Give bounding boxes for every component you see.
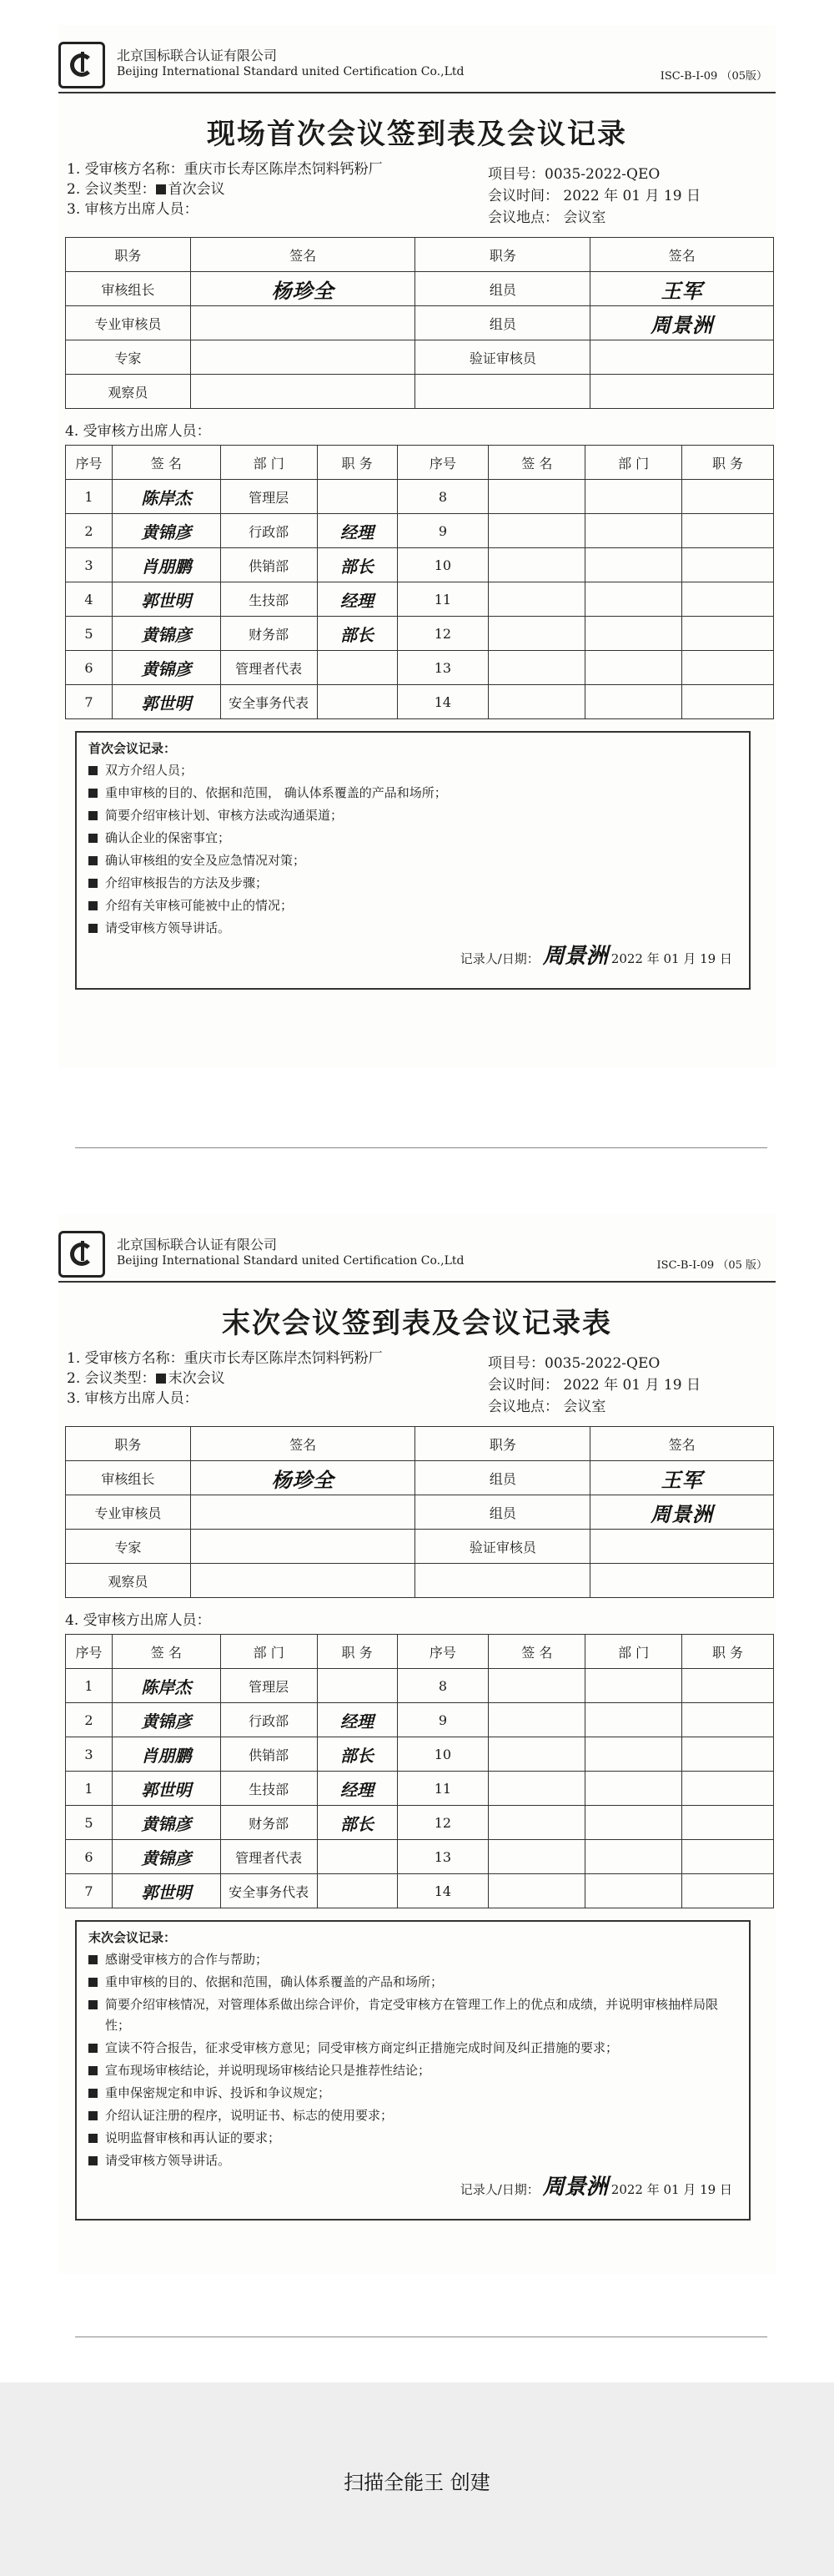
- list-item: 请受审核方领导讲话。: [88, 2150, 737, 2171]
- header-cell: 签名: [190, 238, 415, 272]
- signature-cell: [489, 548, 585, 582]
- list-item: 宣读不符合报告，征求受审核方意见；同受审核方商定纠正措施完成时间及纠正措施的要求；: [88, 2038, 737, 2059]
- auditee-table: [65, 445, 774, 719]
- org-name: 重庆市长寿区陈岸杰饲料钙粉厂: [183, 161, 383, 178]
- position-cell: 经理: [317, 582, 397, 617]
- seq-cell: 14: [397, 685, 489, 719]
- signature-cell: [190, 1530, 415, 1564]
- signature-cell: 黄锦彦: [112, 651, 220, 685]
- signature-cell: 郭世明: [112, 582, 220, 617]
- position-cell: [682, 514, 774, 548]
- position-cell: [682, 1737, 774, 1772]
- header-cell: 职务: [415, 238, 590, 272]
- signature-cell: [489, 1772, 585, 1806]
- department-cell: 财务部: [220, 1806, 317, 1840]
- meeting-notes-box: [75, 1920, 751, 2221]
- seq-cell: 11: [397, 1772, 489, 1806]
- role-cell: 专业审核员: [66, 1495, 191, 1530]
- form-number: ISC-B-I-09 （05版）: [660, 70, 767, 83]
- role-cell: 组员: [415, 272, 590, 306]
- signature-cell: 郭世明: [112, 1772, 220, 1806]
- meeting-notes-box: [75, 731, 751, 990]
- seq-cell: 6: [66, 651, 113, 685]
- list-item: 介绍有关审核可能被中止的情况；: [88, 895, 737, 916]
- auditee-label: 4. 受审核方出席人员：: [65, 423, 211, 440]
- list-item: 简要介绍审核情况，对管理体系做出综合评价，肯定受审核方在管理工作上的优点和成绩，并说明审核抽样局限性；: [88, 1994, 737, 2036]
- position-cell: [682, 582, 774, 617]
- project-no: 项目号：0035-2022-QEO: [488, 1355, 661, 1372]
- org-name: 重庆市长寿区陈岸杰饲料钙粉厂: [183, 1350, 383, 1367]
- list-item: 介绍认证注册的程序，说明证书、标志的使用要求；: [88, 2105, 737, 2126]
- checkbox-checked-icon: [156, 1374, 166, 1384]
- auditee-table-body: [66, 480, 774, 719]
- department-cell: 管理层: [220, 480, 317, 514]
- page-header: [58, 25, 776, 104]
- department-cell: 管理者代表: [220, 651, 317, 685]
- seq-cell: 8: [397, 480, 489, 514]
- list-item: 简要介绍审核计划、审核方法或沟通渠道；: [88, 805, 737, 826]
- signature-cell: [489, 617, 585, 651]
- signature-cell: [489, 1703, 585, 1737]
- company-name-cn: 北京国标联合认证有限公司: [117, 1237, 278, 1253]
- form-number: ISC-B-I-09 （05 版）: [656, 1259, 767, 1272]
- table-row: [66, 1669, 774, 1703]
- role-cell: 专家: [66, 1530, 191, 1564]
- signature-cell: [489, 582, 585, 617]
- page-title: 末次会议签到表及会议记录表: [222, 1307, 612, 1340]
- position-cell: 部长: [317, 1806, 397, 1840]
- signature-cell: [489, 1840, 585, 1874]
- auditee-table-body: [66, 1669, 774, 1908]
- notes-title: 末次会议记录：: [88, 1930, 177, 1945]
- table-row: [66, 548, 774, 582]
- department-cell: [585, 1703, 682, 1737]
- signature-cell: 黄锦彦: [112, 514, 220, 548]
- type-label: 2. 会议类型：: [67, 181, 156, 198]
- meeting-place: 会议地点： 会议室: [488, 209, 606, 226]
- signature-cell: [190, 375, 415, 409]
- seq-cell: 9: [397, 1703, 489, 1737]
- list-item: 重申审核的目的、依据和范围，确认体系覆盖的产品和场所；: [88, 1972, 737, 1993]
- department-cell: 行政部: [220, 514, 317, 548]
- seq-cell: 1: [66, 1772, 113, 1806]
- company-name-en: Beijing International Standard united Certification Co.,Ltd: [117, 65, 465, 78]
- position-cell: [317, 685, 397, 719]
- position-cell: 部长: [317, 548, 397, 582]
- signature-cell: [590, 375, 774, 409]
- org-label: 1. 受审核方名称：: [67, 161, 184, 178]
- header-cell: 职务: [415, 1427, 590, 1461]
- header-cell: 职 务: [682, 446, 774, 480]
- position-cell: [682, 617, 774, 651]
- signature-cell: 黄锦彦: [112, 617, 220, 651]
- header-cell: 部 门: [585, 1635, 682, 1669]
- seq-cell: 5: [66, 617, 113, 651]
- signature-cell: 王军: [590, 272, 774, 306]
- signature-cell: 王军: [590, 1461, 774, 1495]
- header-cell: 职 务: [682, 1635, 774, 1669]
- signature-cell: 黄锦彦: [112, 1840, 220, 1874]
- seq-cell: 2: [66, 514, 113, 548]
- meeting-info: [58, 157, 776, 237]
- notes-list: [88, 760, 737, 939]
- auditor-table: [65, 237, 774, 409]
- list-item: 宣布现场审核结论，并说明现场审核结论只是推荐性结论；: [88, 2060, 737, 2081]
- department-cell: [585, 480, 682, 514]
- department-cell: [585, 1772, 682, 1806]
- role-cell: 组员: [415, 1495, 590, 1530]
- signature-cell: [489, 514, 585, 548]
- department-cell: 行政部: [220, 1703, 317, 1737]
- department-cell: [585, 1806, 682, 1840]
- table-row: [66, 514, 774, 548]
- page-title: 现场首次会议签到表及会议记录: [207, 118, 627, 151]
- table-row: [66, 582, 774, 617]
- header-cell: 签 名: [489, 1635, 585, 1669]
- signature-cell: 周景洲: [590, 306, 774, 340]
- seq-cell: 8: [397, 1669, 489, 1703]
- role-cell: 组员: [415, 1461, 590, 1495]
- department-cell: 生技部: [220, 582, 317, 617]
- position-cell: [682, 685, 774, 719]
- position-cell: 部长: [317, 617, 397, 651]
- seq-cell: 1: [66, 1669, 113, 1703]
- signature-cell: [489, 1806, 585, 1840]
- seq-cell: 10: [397, 1737, 489, 1772]
- seq-cell: 3: [66, 548, 113, 582]
- list-item: 确认审核组的安全及应急情况对策；: [88, 850, 737, 871]
- header-cell: 签名: [590, 1427, 774, 1461]
- list-item: 感谢受审核方的合作与帮助；: [88, 1949, 737, 1970]
- meeting-time: 会议时间： 2022 年 01 月 19 日: [488, 1377, 701, 1394]
- recorder-label: 记录人/日期：: [460, 951, 540, 966]
- signature-cell: 杨珍全: [190, 272, 415, 306]
- position-cell: 部长: [317, 1737, 397, 1772]
- seq-cell: 7: [66, 685, 113, 719]
- meeting-place: 会议地点： 会议室: [488, 1399, 606, 1415]
- header-rule: [58, 92, 776, 93]
- department-cell: [585, 1874, 682, 1908]
- role-cell: [415, 1564, 590, 1598]
- seq-cell: 12: [397, 617, 489, 651]
- header-cell: 序号: [66, 446, 113, 480]
- position-cell: [682, 1874, 774, 1908]
- seq-cell: 10: [397, 548, 489, 582]
- table-row: [66, 1840, 774, 1874]
- header-cell: 序号: [397, 446, 489, 480]
- signature-cell: [489, 1874, 585, 1908]
- signature-cell: 肖朋鹏: [112, 1737, 220, 1772]
- position-cell: [682, 651, 774, 685]
- recorder-label: 记录人/日期：: [460, 2182, 540, 2197]
- signature-cell: 周景洲: [590, 1495, 774, 1530]
- auditor-table: [65, 1426, 774, 1598]
- role-cell: 组员: [415, 306, 590, 340]
- department-cell: 管理者代表: [220, 1840, 317, 1874]
- signature-cell: 郭世明: [112, 685, 220, 719]
- position-cell: [682, 1703, 774, 1737]
- seq-cell: 3: [66, 1737, 113, 1772]
- role-cell: 专业审核员: [66, 306, 191, 340]
- table-row: [66, 1703, 774, 1737]
- header-cell: 职务: [66, 1427, 191, 1461]
- header-cell: 签 名: [112, 446, 220, 480]
- department-cell: [585, 685, 682, 719]
- signature-cell: 陈岸杰: [112, 480, 220, 514]
- signature-cell: [190, 1495, 415, 1530]
- notes-list: [88, 1949, 737, 2171]
- signature-cell: 黄锦彦: [112, 1703, 220, 1737]
- page-header: [58, 1214, 776, 1293]
- company-name-cn: 北京国标联合认证有限公司: [117, 48, 278, 63]
- header-cell: 职 务: [317, 1635, 397, 1669]
- department-cell: 财务部: [220, 617, 317, 651]
- role-cell: [415, 375, 590, 409]
- seq-cell: 6: [66, 1840, 113, 1874]
- table-row: [66, 1874, 774, 1908]
- seq-cell: 9: [397, 514, 489, 548]
- table-row: [66, 617, 774, 651]
- position-cell: [682, 1669, 774, 1703]
- table-row: [66, 685, 774, 719]
- project-no: 项目号：0035-2022-QEO: [488, 166, 661, 183]
- company-logo-icon: [58, 1231, 105, 1278]
- attendees-label: 3. 审核方出席人员：: [67, 1390, 198, 1407]
- table-row: [66, 480, 774, 514]
- attendees-label: 3. 审核方出席人员：: [67, 201, 198, 218]
- role-cell: 验证审核员: [415, 1530, 590, 1564]
- department-cell: [585, 651, 682, 685]
- position-cell: [682, 480, 774, 514]
- department-cell: 安全事务代表: [220, 1874, 317, 1908]
- position-cell: 经理: [317, 1703, 397, 1737]
- signature-cell: [489, 685, 585, 719]
- company-name-en: Beijing International Standard united Certification Co.,Ltd: [117, 1254, 465, 1268]
- position-cell: [682, 548, 774, 582]
- department-cell: 生技部: [220, 1772, 317, 1806]
- seq-cell: 4: [66, 582, 113, 617]
- signature-cell: [590, 340, 774, 375]
- header-cell: 序号: [66, 1635, 113, 1669]
- document-page-last-meeting: [58, 1214, 776, 2274]
- list-item: 介绍审核报告的方法及步骤；: [88, 873, 737, 894]
- position-cell: [317, 1874, 397, 1908]
- position-cell: 经理: [317, 1772, 397, 1806]
- header-cell: 签名: [590, 238, 774, 272]
- department-cell: [585, 548, 682, 582]
- seq-cell: 5: [66, 1806, 113, 1840]
- seq-cell: 2: [66, 1703, 113, 1737]
- type-label: 2. 会议类型：: [67, 1370, 156, 1387]
- position-cell: [682, 1840, 774, 1874]
- header-cell: 签名: [190, 1427, 415, 1461]
- list-item: 重申审核的目的、依据和范围， 确认体系覆盖的产品和场所；: [88, 783, 737, 804]
- seq-cell: 7: [66, 1874, 113, 1908]
- seq-cell: 13: [397, 1840, 489, 1874]
- signature-cell: [190, 340, 415, 375]
- department-cell: [585, 582, 682, 617]
- list-item: 确认企业的保密事宜；: [88, 828, 737, 849]
- scanner-watermark-text: 扫描全能王 创建: [344, 2471, 490, 2494]
- scanner-footer: [0, 2382, 834, 2576]
- signature-cell: [190, 306, 415, 340]
- list-item: 请受审核方领导讲话。: [88, 918, 737, 939]
- signature-cell: 杨珍全: [190, 1461, 415, 1495]
- table-row: [66, 651, 774, 685]
- header-cell: 部 门: [220, 1635, 317, 1669]
- table-row: [66, 1806, 774, 1840]
- header-cell: 签 名: [489, 446, 585, 480]
- position-cell: [682, 1772, 774, 1806]
- meeting-time: 会议时间： 2022 年 01 月 19 日: [488, 188, 701, 204]
- signature-cell: [489, 1669, 585, 1703]
- role-cell: 验证审核员: [415, 340, 590, 375]
- position-cell: 经理: [317, 514, 397, 548]
- seq-cell: 1: [66, 480, 113, 514]
- header-cell: 签 名: [112, 1635, 220, 1669]
- header-cell: 部 门: [220, 446, 317, 480]
- list-item: 双方介绍人员；: [88, 760, 737, 781]
- type-value: 首次会议: [168, 181, 225, 198]
- role-cell: 专家: [66, 340, 191, 375]
- department-cell: [585, 617, 682, 651]
- department-cell: [585, 1737, 682, 1772]
- page-divider: [75, 1147, 767, 1148]
- position-cell: [682, 1806, 774, 1840]
- signature-cell: [489, 1737, 585, 1772]
- auditee-table: [65, 1634, 774, 1908]
- recorder-line: [460, 939, 732, 970]
- auditee-table-header: [66, 446, 774, 480]
- role-cell: 观察员: [66, 1564, 191, 1598]
- header-cell: 部 门: [585, 446, 682, 480]
- signature-cell: [590, 1564, 774, 1598]
- signature-cell: [190, 1564, 415, 1598]
- signature-cell: 黄锦彦: [112, 1806, 220, 1840]
- department-cell: 管理层: [220, 1669, 317, 1703]
- role-cell: 审核组长: [66, 1461, 191, 1495]
- recorder-date: 2022 年 01 月 19 日: [610, 951, 732, 966]
- signature-cell: 陈岸杰: [112, 1669, 220, 1703]
- department-cell: [585, 1669, 682, 1703]
- signature-cell: 郭世明: [112, 1874, 220, 1908]
- recorder-signature: 周景洲: [542, 2175, 608, 2200]
- department-cell: [585, 1840, 682, 1874]
- header-rule: [58, 1281, 776, 1283]
- role-cell: 观察员: [66, 375, 191, 409]
- list-item: 重申保密规定和申诉、投诉和争议规定；: [88, 2083, 737, 2104]
- meeting-info: [58, 1346, 776, 1426]
- signature-cell: [489, 480, 585, 514]
- department-cell: [585, 514, 682, 548]
- recorder-signature: 周景洲: [542, 944, 608, 969]
- recorder-date: 2022 年 01 月 19 日: [610, 2182, 732, 2197]
- list-item: 说明监督审核和再认证的要求；: [88, 2128, 737, 2149]
- seq-cell: 12: [397, 1806, 489, 1840]
- role-cell: 审核组长: [66, 272, 191, 306]
- table-row: [66, 1772, 774, 1806]
- type-value: 末次会议: [168, 1370, 225, 1387]
- company-logo-icon: [58, 42, 105, 88]
- position-cell: [317, 480, 397, 514]
- document-page-first-meeting: [58, 25, 776, 1068]
- seq-cell: 11: [397, 582, 489, 617]
- position-cell: [317, 651, 397, 685]
- position-cell: [317, 1840, 397, 1874]
- org-label: 1. 受审核方名称：: [67, 1350, 184, 1367]
- department-cell: 安全事务代表: [220, 685, 317, 719]
- position-cell: [317, 1669, 397, 1703]
- header-cell: 职务: [66, 238, 191, 272]
- checkbox-checked-icon: [156, 184, 166, 194]
- signature-cell: [590, 1530, 774, 1564]
- signature-cell: [489, 651, 585, 685]
- recorder-line: [460, 2170, 732, 2200]
- header-cell: 序号: [397, 1635, 489, 1669]
- seq-cell: 13: [397, 651, 489, 685]
- table-row: [66, 1737, 774, 1772]
- department-cell: 供销部: [220, 1737, 317, 1772]
- notes-title: 首次会议记录：: [88, 741, 177, 756]
- auditee-table-header: [66, 1635, 774, 1669]
- department-cell: 供销部: [220, 548, 317, 582]
- seq-cell: 14: [397, 1874, 489, 1908]
- signature-cell: 肖朋鹏: [112, 548, 220, 582]
- header-cell: 职 务: [317, 446, 397, 480]
- auditee-label: 4. 受审核方出席人员：: [65, 1612, 211, 1629]
